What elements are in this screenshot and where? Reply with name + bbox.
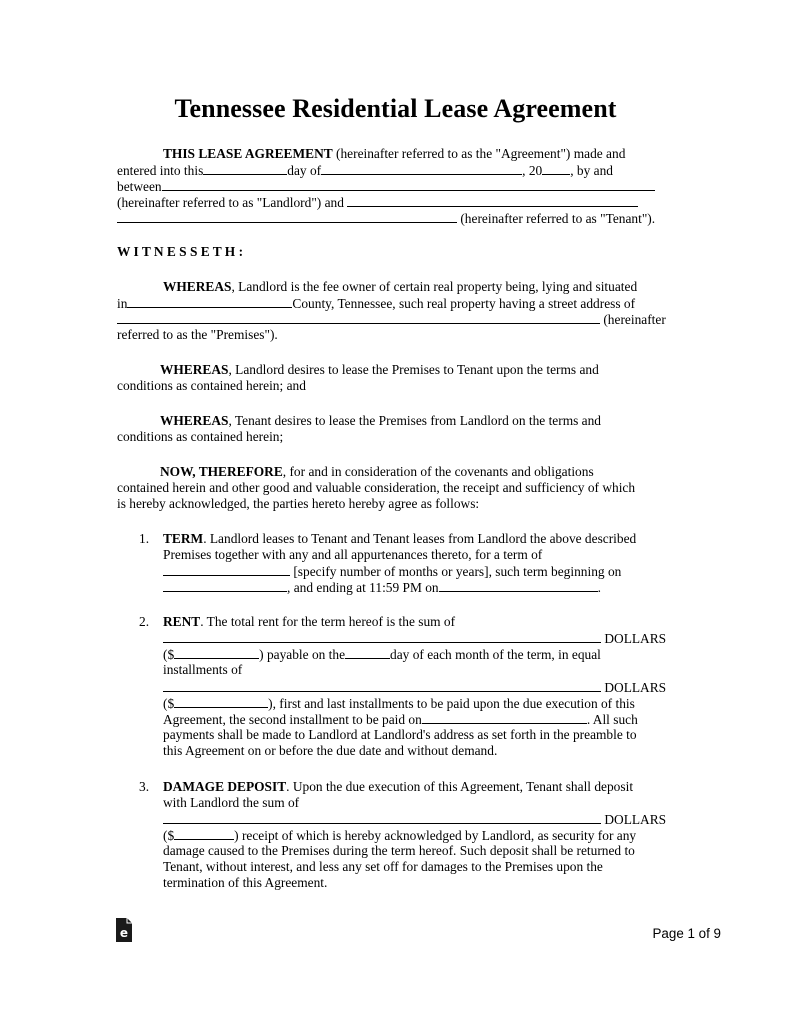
date-day-blank[interactable] [203, 162, 287, 175]
deposit-line-4: ($ ) receipt of which is hereby acknowledged by Landlord, as security for any [163, 828, 637, 843]
term-number: 1. [139, 531, 150, 546]
whereas2-line-2: conditions as contained herein; and [117, 378, 306, 393]
deposit-number: 3. [139, 779, 150, 794]
rent-line-4: installments of [163, 662, 243, 677]
tenant-name-blank-2[interactable] [117, 210, 457, 223]
intro-line-4: (hereinafter referred to as "Landlord") and [117, 194, 638, 211]
eforms-logo-icon [116, 918, 132, 942]
term-end-blank[interactable] [439, 579, 598, 592]
whereas1-line-4: referred to as the "Premises"). [117, 327, 278, 342]
deposit-words-blank[interactable] [163, 811, 601, 824]
installment-words-blank[interactable] [163, 679, 601, 692]
document-title: Tennessee Residential Lease Agreement [174, 94, 617, 123]
now-line-3: is hereby acknowledged, the parties hereto hereby agree as follows: [117, 496, 480, 511]
intro-line-2: entered into this day of , 20 , by and [117, 163, 613, 178]
rent-number: 2. [139, 614, 150, 629]
intro-bold: THIS LEASE AGREEMENT [163, 146, 333, 161]
rent-line-7: Agreement, the second installment to be paid on . All such [163, 712, 638, 727]
rent-line-3: ($ ) payable on the day of each month of the term, in equal [163, 647, 601, 662]
svg-text:e: e [119, 926, 129, 940]
intro-line-1: THIS LEASE AGREEMENT (hereinafter referred to as the "Agreement") made and [163, 146, 626, 161]
whereas3-line-1: WHEREAS, Tenant desires to lease the Premises from Landlord on the terms and [160, 413, 602, 428]
page-number: Page 1 of 9 [652, 926, 721, 941]
rent-due-day-blank[interactable] [345, 646, 390, 659]
rent-line-2: DOLLARS [163, 630, 666, 647]
date-month-blank[interactable] [321, 162, 522, 175]
term-line-1: TERM. Landlord leases to Tenant and Tenant leases from Landlord the above described [163, 531, 637, 546]
street-address-blank[interactable] [117, 311, 600, 324]
whereas1-line-2: in County, Tennessee, such real property having a street address of [117, 296, 636, 311]
intro-line-3: between [117, 178, 655, 195]
rent-line-6: ($ ), first and last installments to be paid upon the due execution of this [163, 696, 635, 711]
landlord-name-blank[interactable] [162, 178, 655, 191]
rent-line-8: payments shall be made to Landlord at Landlord's address as set forth in the preamble to [163, 727, 637, 742]
deposit-line-2: with Landlord the sum of [163, 795, 300, 810]
total-rent-amount-blank[interactable] [174, 646, 259, 659]
total-rent-words-blank[interactable] [163, 630, 601, 643]
rent-line-1: RENT. The total rent for the term hereof is the sum of [163, 614, 456, 629]
intro-line-5: (hereinafter referred to as "Tenant"). [117, 210, 655, 227]
whereas1-line-3: (hereinafter [117, 311, 666, 328]
installment-amount-blank[interactable] [174, 695, 268, 708]
date-year-blank[interactable] [542, 162, 570, 175]
tenant-name-blank[interactable] [347, 194, 638, 207]
whereas1-line-1: WHEREAS, Landlord is the fee owner of certain real property being, lying and situated [163, 279, 638, 294]
county-blank[interactable] [127, 295, 292, 308]
deposit-line-5: damage caused to the Premises during the term hereof. Such deposit shall be returned to [163, 843, 635, 858]
now-line-2: contained herein and other good and valuable consideration, the receipt and sufficiency of which [117, 480, 636, 495]
deposit-amount-blank[interactable] [174, 827, 234, 840]
second-installment-date-blank[interactable] [422, 711, 587, 724]
now-line-1: NOW, THEREFORE, for and in consideration of the covenants and obligations [160, 464, 594, 479]
deposit-line-7: termination of this Agreement. [163, 875, 328, 890]
rent-line-9: this Agreement on or before the due date and without demand. [163, 743, 498, 758]
rent-line-5: DOLLARS [163, 679, 666, 696]
term-start-blank[interactable] [163, 579, 287, 592]
term-line-3: [specify number of months or years], such term beginning on [163, 563, 621, 580]
deposit-line-6: Tenant, without interest, and less any set off for damages to the Premises upon the [163, 859, 603, 874]
deposit-line-3: DOLLARS [163, 811, 666, 828]
deposit-line-1: DAMAGE DEPOSIT. Upon the due execution of this Agreement, Tenant shall deposit [163, 779, 634, 794]
witnesseth-heading: W I T N E S S E T H : [117, 244, 244, 259]
whereas3-line-2: conditions as contained herein; [117, 429, 284, 444]
term-line-2: Premises together with any and all appurtenances thereto, for a term of [163, 547, 543, 562]
term-length-blank[interactable] [163, 563, 290, 576]
term-line-4: , and ending at 11:59 PM on . [163, 579, 601, 596]
whereas2-line-1: WHEREAS, Landlord desires to lease the Premises to Tenant upon the terms and [160, 362, 599, 377]
